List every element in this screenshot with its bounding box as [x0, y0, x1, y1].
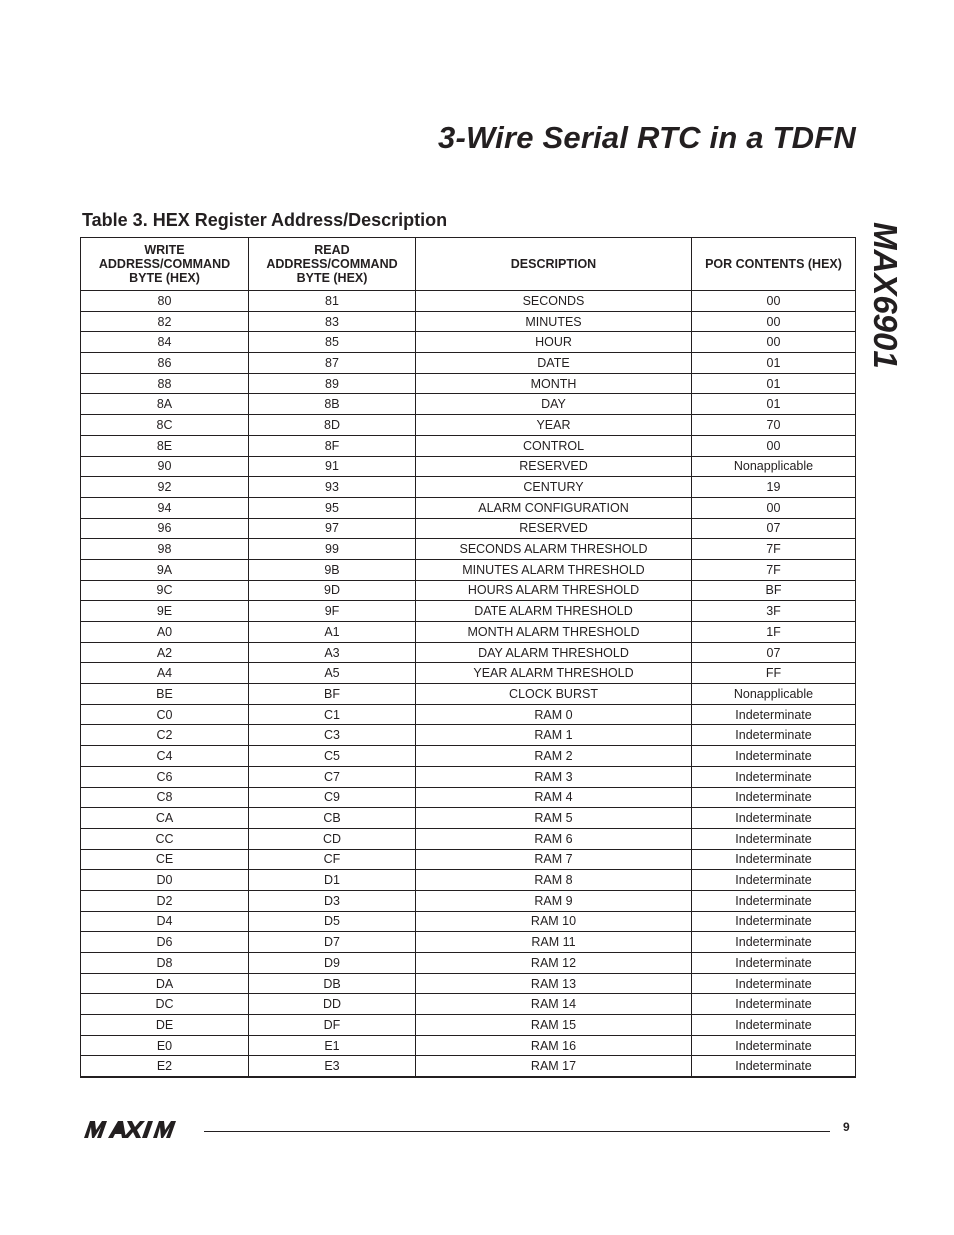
description-cell: ALARM CONFIGURATION	[416, 497, 692, 518]
read-address-cell: 81	[249, 291, 416, 312]
read-address-cell: D1	[249, 870, 416, 891]
description-cell: SECONDS	[416, 291, 692, 312]
write-address-cell: 94	[81, 497, 249, 518]
description-cell: MINUTES ALARM THRESHOLD	[416, 559, 692, 580]
table-row	[81, 953, 856, 974]
description-cell: RESERVED	[416, 456, 692, 477]
read-address-cell: C9	[249, 787, 416, 808]
read-address-cell: 9D	[249, 580, 416, 601]
table-row	[81, 642, 856, 663]
por-contents-cell: 00	[692, 497, 856, 518]
write-address-cell: DE	[81, 1015, 249, 1036]
table-row	[81, 622, 856, 643]
side-part-number: MAX6901	[867, 222, 904, 369]
por-contents-cell: Indeterminate	[692, 932, 856, 953]
read-address-cell: C3	[249, 725, 416, 746]
read-address-cell: 97	[249, 518, 416, 539]
read-address-cell: D9	[249, 953, 416, 974]
table-row	[81, 870, 856, 891]
read-address-cell: CB	[249, 808, 416, 829]
write-address-cell: 80	[81, 291, 249, 312]
table-row	[81, 746, 856, 767]
table-row	[81, 539, 856, 560]
por-contents-cell: Nonapplicable	[692, 684, 856, 705]
description-cell: DAY	[416, 394, 692, 415]
description-cell: RAM 4	[416, 787, 692, 808]
table-row	[81, 828, 856, 849]
description-cell: MONTH ALARM THRESHOLD	[416, 622, 692, 643]
por-contents-cell: 00	[692, 311, 856, 332]
description-cell: RAM 3	[416, 766, 692, 787]
footer-rule	[204, 1131, 830, 1132]
description-cell: RAM 10	[416, 911, 692, 932]
por-contents-cell: Indeterminate	[692, 870, 856, 891]
por-contents-cell: 7F	[692, 559, 856, 580]
por-contents-cell: Indeterminate	[692, 787, 856, 808]
write-address-cell: C4	[81, 746, 249, 767]
write-address-cell: 82	[81, 311, 249, 332]
write-address-cell: CA	[81, 808, 249, 829]
read-address-cell: E1	[249, 1035, 416, 1056]
description-cell: RAM 11	[416, 932, 692, 953]
por-contents-cell: 00	[692, 332, 856, 353]
write-address-cell: C6	[81, 766, 249, 787]
table-row	[81, 973, 856, 994]
por-contents-cell: Indeterminate	[692, 1035, 856, 1056]
table-row	[81, 518, 856, 539]
description-cell: MINUTES	[416, 311, 692, 332]
table-header-row	[81, 238, 856, 291]
description-cell: RESERVED	[416, 518, 692, 539]
read-address-cell: 8D	[249, 415, 416, 436]
table-row	[81, 704, 856, 725]
por-contents-cell: 3F	[692, 601, 856, 622]
write-address-cell: E0	[81, 1035, 249, 1056]
description-cell: CLOCK BURST	[416, 684, 692, 705]
por-contents-cell: Indeterminate	[692, 746, 856, 767]
por-contents-cell: 01	[692, 353, 856, 374]
por-contents-cell: Indeterminate	[692, 849, 856, 870]
read-address-cell: 85	[249, 332, 416, 353]
por-contents-cell: Nonapplicable	[692, 456, 856, 477]
write-address-cell: 9C	[81, 580, 249, 601]
description-cell: RAM 1	[416, 725, 692, 746]
por-contents-cell: 07	[692, 518, 856, 539]
read-address-cell: A1	[249, 622, 416, 643]
por-contents-cell: Indeterminate	[692, 704, 856, 725]
table-row	[81, 663, 856, 684]
por-contents-cell: Indeterminate	[692, 890, 856, 911]
por-contents-cell: Indeterminate	[692, 1056, 856, 1077]
por-contents-cell: 7F	[692, 539, 856, 560]
por-contents-cell: 00	[692, 291, 856, 312]
read-address-cell: C5	[249, 746, 416, 767]
description-cell: RAM 9	[416, 890, 692, 911]
description-cell: HOUR	[416, 332, 692, 353]
table-row	[81, 766, 856, 787]
por-contents-cell: Indeterminate	[692, 725, 856, 746]
table-row	[81, 911, 856, 932]
table-row	[81, 332, 856, 353]
read-address-cell: DF	[249, 1015, 416, 1036]
table-row	[81, 1015, 856, 1036]
description-cell: RAM 17	[416, 1056, 692, 1077]
write-address-cell: D8	[81, 953, 249, 974]
table-row	[81, 725, 856, 746]
read-address-cell: 93	[249, 477, 416, 498]
table-row	[81, 415, 856, 436]
register-table	[80, 237, 856, 1078]
read-address-cell: A3	[249, 642, 416, 663]
write-address-cell: D2	[81, 890, 249, 911]
table-row	[81, 1035, 856, 1056]
table-row	[81, 435, 856, 456]
por-contents-cell: 00	[692, 435, 856, 456]
write-address-cell: 88	[81, 373, 249, 394]
page-number: 9	[843, 1120, 850, 1134]
write-address-cell: 8E	[81, 435, 249, 456]
write-address-cell: A2	[81, 642, 249, 663]
read-address-cell: DD	[249, 994, 416, 1015]
write-address-cell: D0	[81, 870, 249, 891]
read-address-cell: A5	[249, 663, 416, 684]
write-address-cell: D4	[81, 911, 249, 932]
table-row	[81, 890, 856, 911]
read-address-cell: E3	[249, 1056, 416, 1077]
por-contents-cell: FF	[692, 663, 856, 684]
por-contents-cell: BF	[692, 580, 856, 601]
table-title: Table 3. HEX Register Address/Description	[82, 210, 448, 230]
table-row	[81, 353, 856, 374]
write-address-cell: 8A	[81, 394, 249, 415]
read-address-cell: D5	[249, 911, 416, 932]
description-cell: RAM 15	[416, 1015, 692, 1036]
por-contents-cell: 01	[692, 394, 856, 415]
read-address-cell: 87	[249, 353, 416, 374]
description-cell: DAY ALARM THRESHOLD	[416, 642, 692, 663]
write-address-cell: C0	[81, 704, 249, 725]
description-cell: RAM 5	[416, 808, 692, 829]
por-contents-cell: 1F	[692, 622, 856, 643]
table-row	[81, 808, 856, 829]
table-row	[81, 559, 856, 580]
description-cell: RAM 6	[416, 828, 692, 849]
read-address-cell: CD	[249, 828, 416, 849]
table-row	[81, 601, 856, 622]
write-address-cell: BE	[81, 684, 249, 705]
description-cell: RAM 14	[416, 994, 692, 1015]
table-row	[81, 684, 856, 705]
table-row	[81, 580, 856, 601]
table-row	[81, 456, 856, 477]
table-row	[81, 497, 856, 518]
write-address-cell: DC	[81, 994, 249, 1015]
column-header-por: POR CONTENTS (HEX)	[692, 238, 856, 291]
table-row	[81, 849, 856, 870]
column-header-description: DESCRIPTION	[416, 238, 692, 291]
write-address-cell: 84	[81, 332, 249, 353]
por-contents-cell: 01	[692, 373, 856, 394]
por-contents-cell: 70	[692, 415, 856, 436]
write-address-cell: 90	[81, 456, 249, 477]
description-cell: HOURS ALARM THRESHOLD	[416, 580, 692, 601]
write-address-cell: CC	[81, 828, 249, 849]
table-row	[81, 477, 856, 498]
por-contents-cell: Indeterminate	[692, 953, 856, 974]
description-cell: CONTROL	[416, 435, 692, 456]
description-cell: CENTURY	[416, 477, 692, 498]
read-address-cell: DB	[249, 973, 416, 994]
read-address-cell: CF	[249, 849, 416, 870]
write-address-cell: C8	[81, 787, 249, 808]
table-row	[81, 994, 856, 1015]
por-contents-cell: Indeterminate	[692, 994, 856, 1015]
maxim-logo-icon	[82, 1118, 192, 1140]
read-address-cell: 99	[249, 539, 416, 560]
description-cell: MONTH	[416, 373, 692, 394]
read-address-cell: 9F	[249, 601, 416, 622]
description-cell: RAM 0	[416, 704, 692, 725]
write-address-cell: 96	[81, 518, 249, 539]
write-address-cell: 86	[81, 353, 249, 374]
write-address-cell: 98	[81, 539, 249, 560]
table-row	[81, 291, 856, 312]
column-header-write: WRITE ADDRESS/COMMAND BYTE (HEX)	[81, 238, 249, 291]
description-cell: DATE	[416, 353, 692, 374]
por-contents-cell: 19	[692, 477, 856, 498]
read-address-cell: 83	[249, 311, 416, 332]
description-cell: RAM 13	[416, 973, 692, 994]
por-contents-cell: Indeterminate	[692, 828, 856, 849]
table-row	[81, 932, 856, 953]
write-address-cell: 8C	[81, 415, 249, 436]
write-address-cell: A4	[81, 663, 249, 684]
read-address-cell: 89	[249, 373, 416, 394]
description-cell: RAM 7	[416, 849, 692, 870]
por-contents-cell: Indeterminate	[692, 1015, 856, 1036]
read-address-cell: 8F	[249, 435, 416, 456]
table-body	[81, 291, 856, 1078]
description-cell: RAM 12	[416, 953, 692, 974]
read-address-cell: 95	[249, 497, 416, 518]
write-address-cell: D6	[81, 932, 249, 953]
read-address-cell: D3	[249, 890, 416, 911]
read-address-cell: 9B	[249, 559, 416, 580]
description-cell: YEAR	[416, 415, 692, 436]
description-cell: YEAR ALARM THRESHOLD	[416, 663, 692, 684]
description-cell: RAM 2	[416, 746, 692, 767]
column-header-read: READ ADDRESS/COMMAND BYTE (HEX)	[249, 238, 416, 291]
read-address-cell: D7	[249, 932, 416, 953]
write-address-cell: 9E	[81, 601, 249, 622]
table-row	[81, 373, 856, 394]
por-contents-cell: Indeterminate	[692, 911, 856, 932]
write-address-cell: 9A	[81, 559, 249, 580]
description-cell: SECONDS ALARM THRESHOLD	[416, 539, 692, 560]
table-row	[81, 787, 856, 808]
table-row	[81, 394, 856, 415]
por-contents-cell: Indeterminate	[692, 808, 856, 829]
description-cell: RAM 16	[416, 1035, 692, 1056]
write-address-cell: 92	[81, 477, 249, 498]
read-address-cell: BF	[249, 684, 416, 705]
write-address-cell: E2	[81, 1056, 249, 1077]
write-address-cell: A0	[81, 622, 249, 643]
document-title: 3-Wire Serial RTC in a TDFN	[438, 120, 856, 155]
read-address-cell: 8B	[249, 394, 416, 415]
por-contents-cell: Indeterminate	[692, 973, 856, 994]
write-address-cell: DA	[81, 973, 249, 994]
read-address-cell: C7	[249, 766, 416, 787]
por-contents-cell: 07	[692, 642, 856, 663]
read-address-cell: 91	[249, 456, 416, 477]
por-contents-cell: Indeterminate	[692, 766, 856, 787]
table-row	[81, 1056, 856, 1077]
write-address-cell: CE	[81, 849, 249, 870]
write-address-cell: C2	[81, 725, 249, 746]
description-cell: DATE ALARM THRESHOLD	[416, 601, 692, 622]
description-cell: RAM 8	[416, 870, 692, 891]
table-row	[81, 311, 856, 332]
read-address-cell: C1	[249, 704, 416, 725]
